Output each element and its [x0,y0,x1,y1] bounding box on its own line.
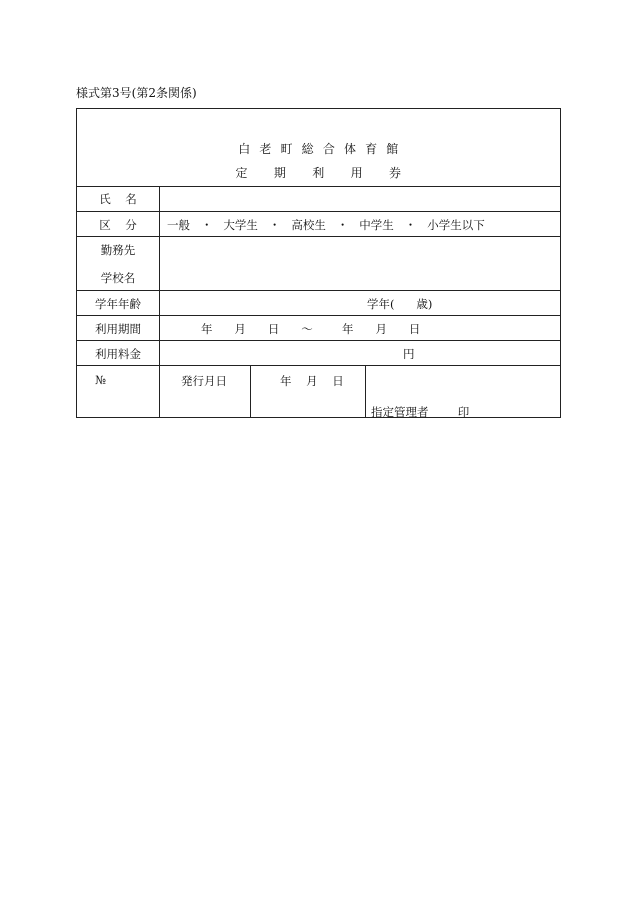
issue-divider-1 [250,366,251,418]
issue-row [77,366,560,418]
pass-title: 定 期 利 用 券 [235,166,402,180]
grade-age-label-cell [77,291,160,315]
category-row [77,212,560,237]
grade-age-row [77,291,560,316]
issue-date-label: 発行月日 [181,374,227,388]
period-value: 年 月 日 ～ 年 月 日 [201,322,421,336]
form-number: 様式第3号(第2条関係) [76,86,197,100]
name-label: 氏 名 [99,192,137,206]
name-row [77,186,560,212]
fee-label: 利用料金 [95,347,141,361]
workplace-label-cell [77,237,160,290]
manager-seal-label: 指定管理者 印 [371,405,470,419]
period-label: 利用期間 [95,322,141,336]
school-name-label: 学校名 [100,271,136,285]
fee-row [77,341,560,366]
category-label: 区 分 [99,218,137,232]
workplace-label: 勤務先 [100,243,136,257]
pass-form [76,108,561,418]
fee-unit: 円 [403,347,415,361]
number-cell [77,366,160,418]
category-label-cell [77,212,160,236]
period-label-cell [77,316,160,340]
issue-divider-2 [365,366,366,418]
category-options: 一般 ・ 大学生 ・ 高校生 ・ 中学生 ・ 小学生以下 [167,218,485,232]
title-block [77,109,560,187]
period-row [77,316,560,341]
issue-date-value: 年 月 日 [280,374,344,388]
workplace-field[interactable] [161,237,561,290]
grade-age-value: 学年( 歳) [367,297,433,311]
facility-title: 白 老 町 総 合 体 育 館 [238,142,399,156]
name-field[interactable] [161,186,561,211]
name-label-cell [77,186,160,211]
workplace-row [77,237,560,291]
number-label: № [95,373,106,387]
grade-age-label: 学年年齢 [95,297,141,311]
fee-label-cell [77,341,160,365]
